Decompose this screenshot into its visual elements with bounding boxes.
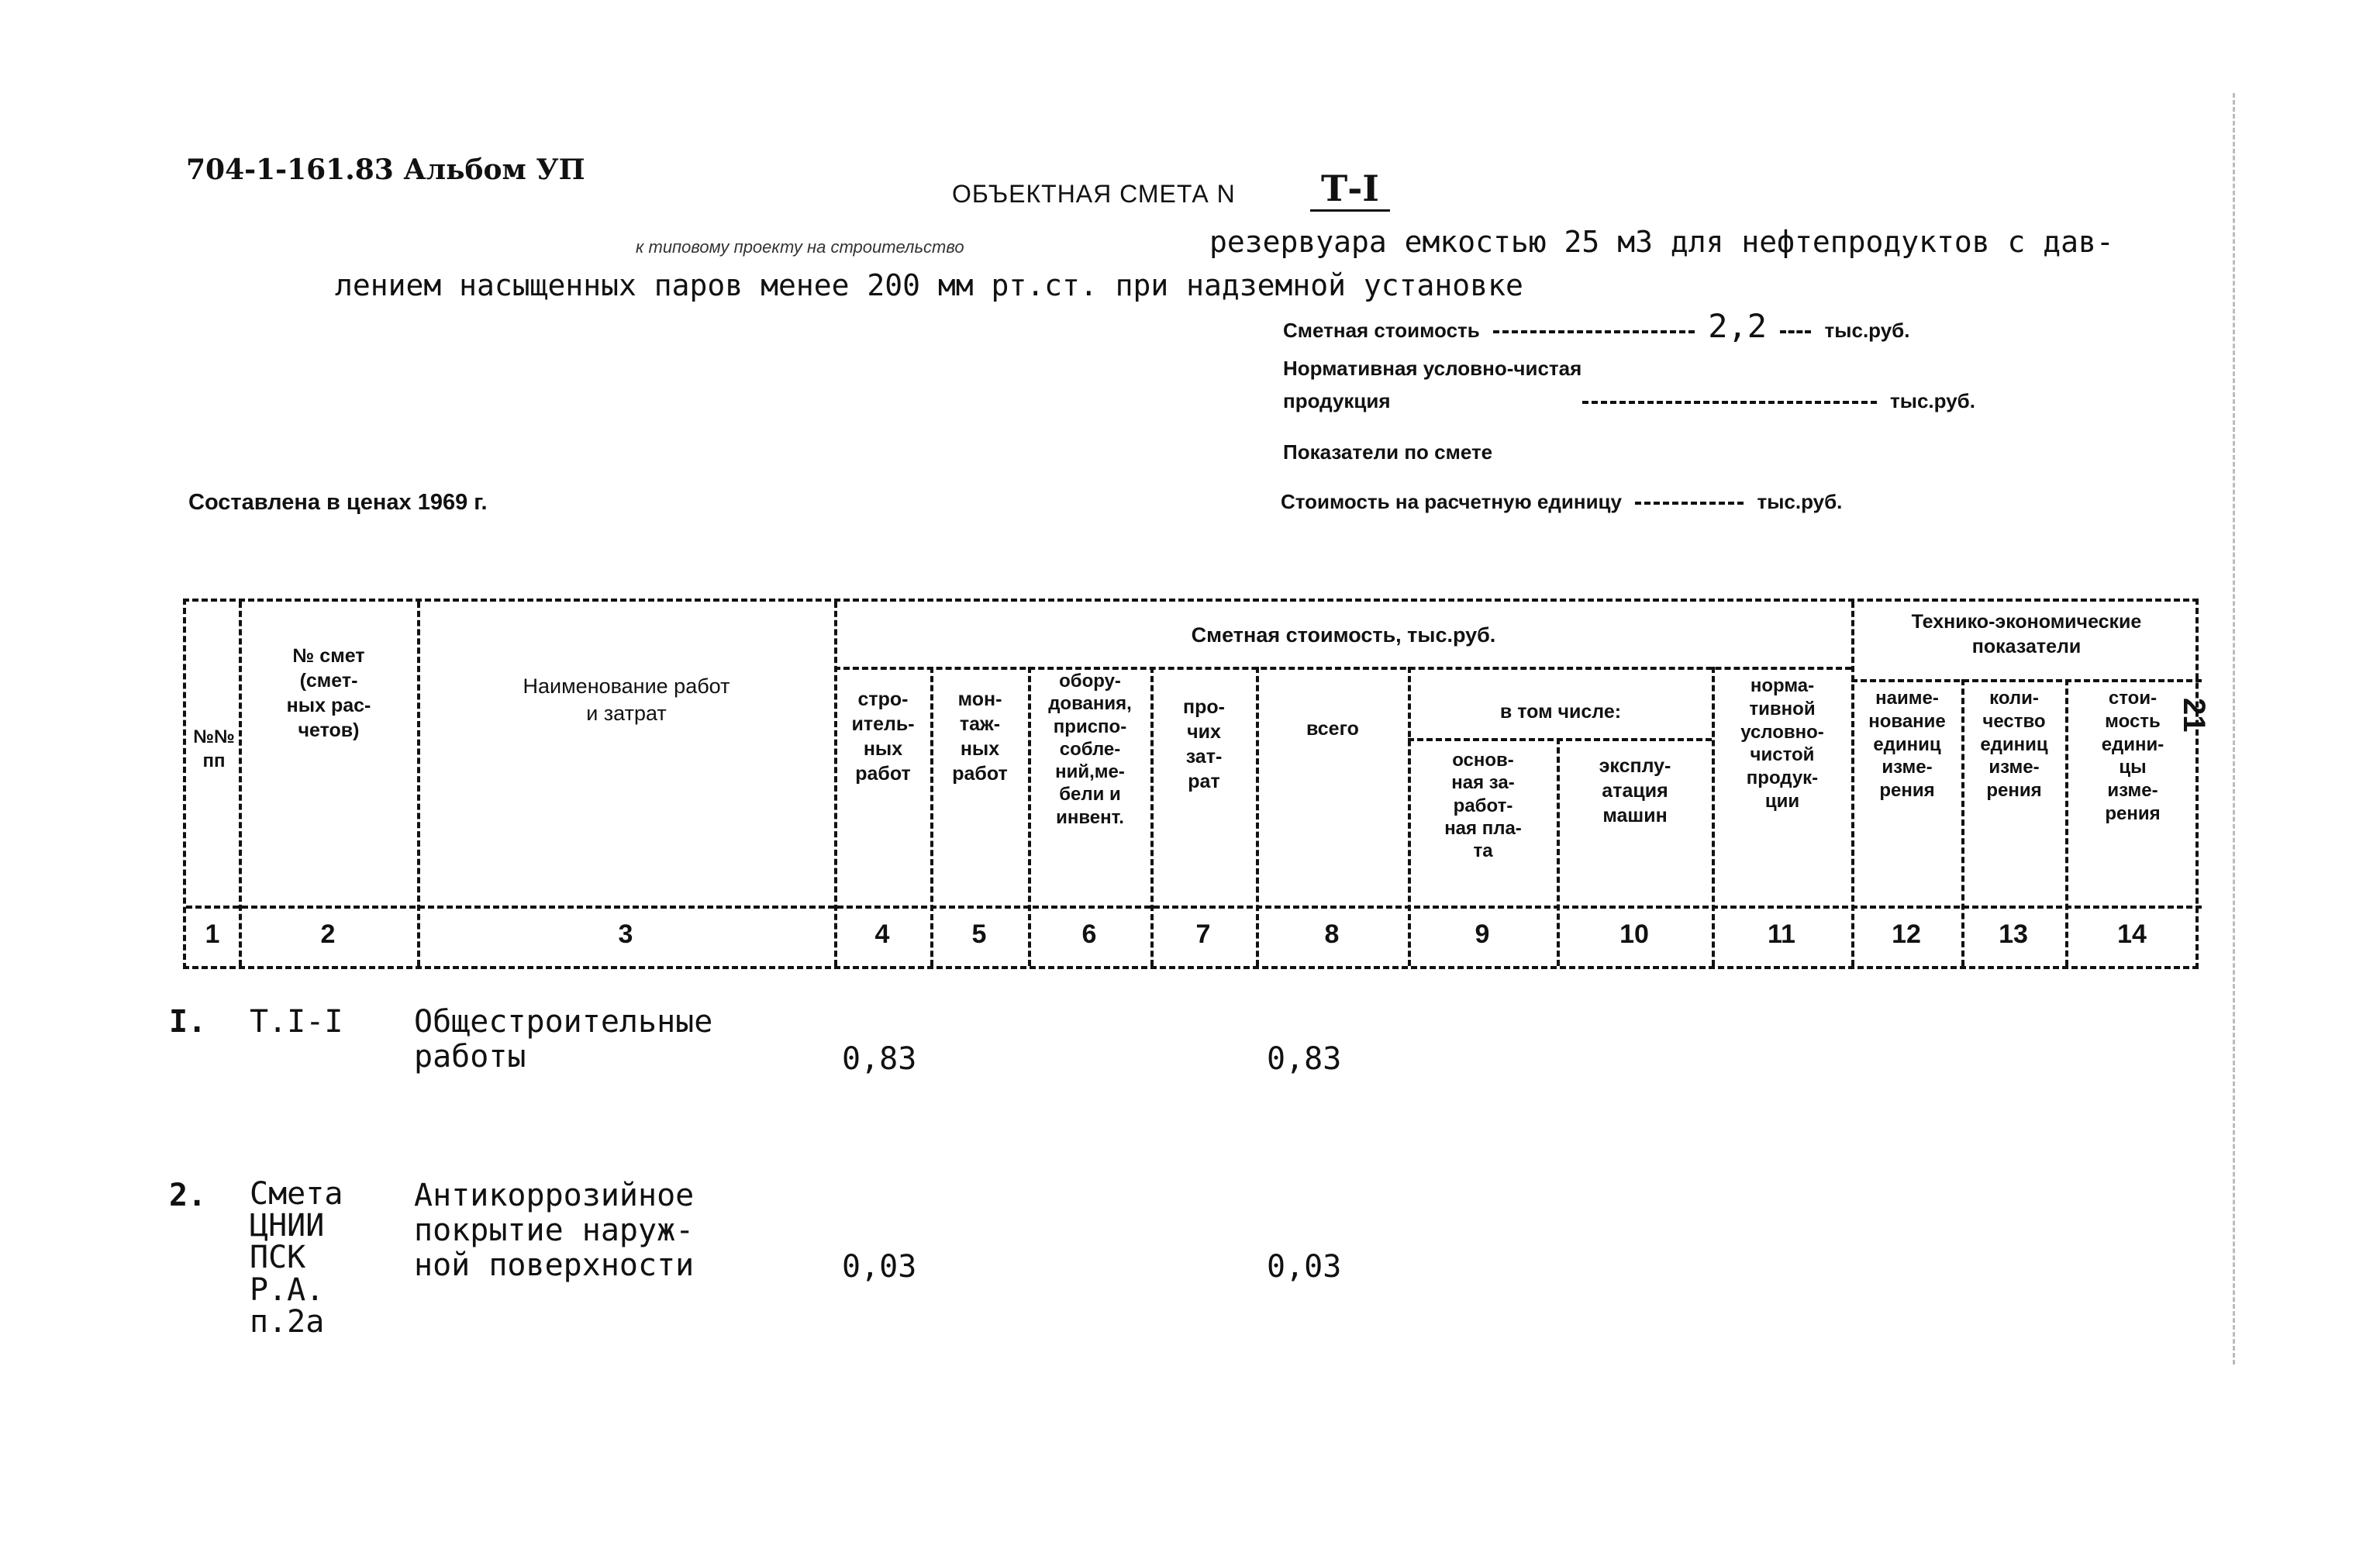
column-number: 9 bbox=[1475, 919, 1490, 949]
column-divider bbox=[417, 602, 420, 966]
row-estimate-ref: Т.I-I bbox=[250, 1004, 343, 1040]
row-divider bbox=[1851, 679, 2202, 682]
header-machines: эксплу- атация машин bbox=[1599, 755, 1671, 826]
header-normative: норма- тивной условно- чистой продук- ции bbox=[1740, 675, 1824, 812]
header-wages: основ- ная за- работ- ная пла- та bbox=[1444, 750, 1522, 862]
column-number: 4 bbox=[874, 919, 890, 949]
header-total: всего bbox=[1306, 718, 1359, 740]
column-number: 8 bbox=[1324, 919, 1340, 949]
dash-line bbox=[1493, 330, 1695, 333]
normative-label-1: Нормативная условно-чистая bbox=[1283, 357, 1582, 380]
dash-line bbox=[1780, 330, 1811, 333]
column-number: 11 bbox=[1768, 919, 1795, 949]
header-estimate-no: № смет (смет- ных рас- четов) bbox=[286, 645, 371, 741]
unit-cost-label: Стоимость на расчетную единицу bbox=[1281, 490, 1622, 513]
column-number: 7 bbox=[1195, 919, 1211, 949]
normative-unit: тыс.руб. bbox=[1890, 389, 1975, 412]
normative-label-2: продукция bbox=[1283, 389, 1391, 412]
column-number: 12 bbox=[1892, 919, 1921, 949]
header-including: в том числе: bbox=[1499, 701, 1622, 723]
header-unit-name: наиме- нование единиц изме- рения bbox=[1868, 688, 1946, 801]
unit-cost-unit: тыс.руб. bbox=[1757, 490, 1843, 513]
estimated-cost-value: 2,2 bbox=[1708, 307, 1768, 345]
header-other: про- чих зат- рат bbox=[1183, 696, 1225, 792]
row-total-cost: 0,03 bbox=[1267, 1249, 1342, 1285]
header-construction: стро- итель- ных работ bbox=[851, 688, 915, 785]
estimated-cost-unit: тыс.руб. bbox=[1824, 319, 1910, 342]
project-prefix: к типовому проекту на строительство bbox=[636, 237, 964, 257]
column-number: 5 bbox=[971, 919, 987, 949]
row-divider bbox=[834, 667, 1851, 670]
row-total-cost: 0,83 bbox=[1267, 1041, 1342, 1077]
row-estimate-ref: Смета ЦНИИ ПСК Р.А. п.2а bbox=[250, 1176, 343, 1340]
page-edge-rule bbox=[2233, 93, 2235, 1365]
row-work-name: Общестроительные работы bbox=[414, 1004, 713, 1075]
row-construction-cost: 0,83 bbox=[842, 1041, 917, 1077]
column-number: 14 bbox=[2117, 919, 2147, 949]
header-installation: мон- таж- ных работ bbox=[952, 688, 1008, 785]
column-number: 6 bbox=[1081, 919, 1097, 949]
header-cost-group: Сметная стоимость, тыс.руб. bbox=[1191, 623, 1496, 647]
dash-line bbox=[1635, 502, 1744, 505]
album-reference: 704-1-161.83 Альбом УП bbox=[186, 154, 585, 186]
price-base-note: Составлена в ценах 1969 г. bbox=[188, 490, 488, 515]
project-description-line-2: лением насыщенных паров менее 200 мм рт.ст. при надземной установке bbox=[335, 268, 1523, 302]
row-divider bbox=[186, 906, 2202, 909]
row-number: I. bbox=[169, 1004, 207, 1040]
normative-row bbox=[1283, 389, 1975, 413]
project-description-line-1: резервуара емкостью 25 м3 для нефтепродуктов с дав- bbox=[1209, 225, 2114, 259]
row-construction-cost: 0,03 bbox=[842, 1249, 917, 1285]
column-number: 13 bbox=[1999, 919, 2028, 949]
row-work-name: Антикоррозийное покрытие наруж- ной поверхности bbox=[414, 1178, 695, 1283]
header-tech-group: Технико-экономические показатели bbox=[1911, 611, 2142, 657]
unit-cost-row bbox=[1281, 490, 1842, 514]
estimate-number: Т-I bbox=[1310, 167, 1390, 212]
page-side-mark: 21 bbox=[2177, 698, 2211, 733]
column-number: 10 bbox=[1619, 919, 1649, 949]
dash-line bbox=[1582, 401, 1877, 404]
header-num: №№ пп bbox=[193, 726, 235, 771]
estimated-cost-label: Сметная стоимость bbox=[1283, 319, 1480, 342]
column-number: 1 bbox=[205, 919, 220, 949]
header-unit-cost: стои- мость едини- цы изме- рения bbox=[2101, 688, 2164, 824]
estimated-cost-row bbox=[1283, 307, 1909, 345]
column-number: 2 bbox=[320, 919, 336, 949]
header-unit-qty: коли- чество единиц изме- рения bbox=[1980, 688, 2048, 801]
row-number: 2. bbox=[169, 1178, 207, 1213]
header-name: Наименование работ и затрат bbox=[523, 674, 730, 725]
header-equipment: обору- дования, приспо- собле- ний,ме- бели и инвент. bbox=[1048, 671, 1132, 828]
indicators-label: Показатели по смете bbox=[1283, 440, 1493, 464]
row-divider bbox=[1408, 738, 1712, 741]
estimate-title: ОБЪЕКТНАЯ СМЕТА N bbox=[952, 180, 1236, 208]
column-number: 3 bbox=[618, 919, 633, 949]
estimate-table-header bbox=[183, 599, 2199, 969]
